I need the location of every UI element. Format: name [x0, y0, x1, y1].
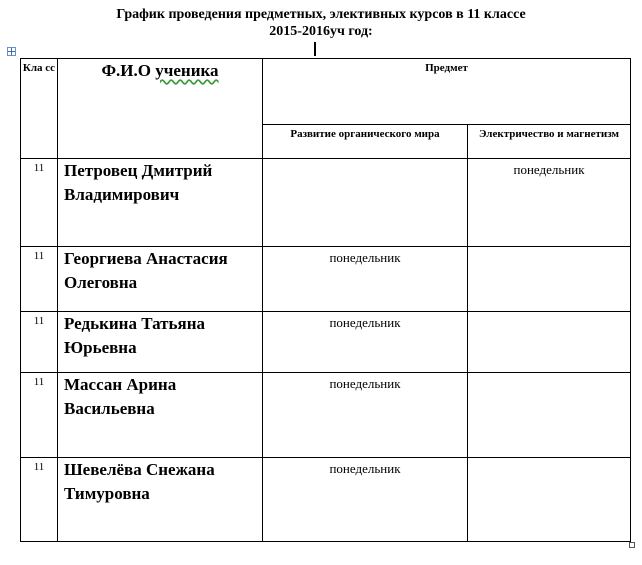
cell-course-2	[468, 458, 631, 542]
document-title	[0, 6, 642, 40]
title-line-1: График проведения предметных, элективных курсов в 11 классе	[116, 7, 526, 22]
table-row	[21, 458, 631, 542]
schedule-table	[20, 58, 631, 542]
cell-course-1: понедельник	[263, 247, 468, 312]
cell-student-name: Георгиева Анастасия Олеговна	[58, 247, 263, 312]
table-row	[21, 159, 631, 247]
cell-class: 11	[21, 159, 58, 247]
cell-class: 11	[21, 312, 58, 373]
cell-course-2	[468, 373, 631, 458]
cell-course-2	[468, 247, 631, 312]
header-student-name	[58, 59, 263, 159]
table-move-handle-icon[interactable]	[7, 47, 16, 56]
header-name-word: ученика	[155, 61, 219, 80]
cell-course-1: понедельник	[263, 312, 468, 373]
header-row	[21, 59, 631, 125]
header-name-prefix: Ф.И.О	[101, 61, 156, 80]
cell-course-1: понедельник	[263, 458, 468, 542]
title-line-2: 2015-2016уч год:	[269, 24, 373, 39]
cell-course-2: понедельник	[468, 159, 631, 247]
header-course-1: Развитие органического мира	[263, 125, 468, 159]
cell-class: 11	[21, 373, 58, 458]
cell-course-2	[468, 312, 631, 373]
text-cursor	[314, 42, 316, 56]
cell-class: 11	[21, 458, 58, 542]
cell-course-1	[263, 159, 468, 247]
header-course-2: Электричество и магнетизм	[468, 125, 631, 159]
table-row	[21, 312, 631, 373]
cell-course-1: понедельник	[263, 373, 468, 458]
table-row	[21, 247, 631, 312]
table-resize-handle-icon[interactable]	[629, 542, 635, 548]
cell-student-name: Массан Арина Васильевна	[58, 373, 263, 458]
cell-student-name: Петровец Дмитрий Владимирович	[58, 159, 263, 247]
cell-class: 11	[21, 247, 58, 312]
cell-student-name: Шевелёва Снежана Тимуровна	[58, 458, 263, 542]
header-subject: Предмет	[263, 59, 631, 125]
cell-student-name: Редькина Татьяна Юрьевна	[58, 312, 263, 373]
header-class: Кла сс	[21, 59, 58, 159]
table-row	[21, 373, 631, 458]
